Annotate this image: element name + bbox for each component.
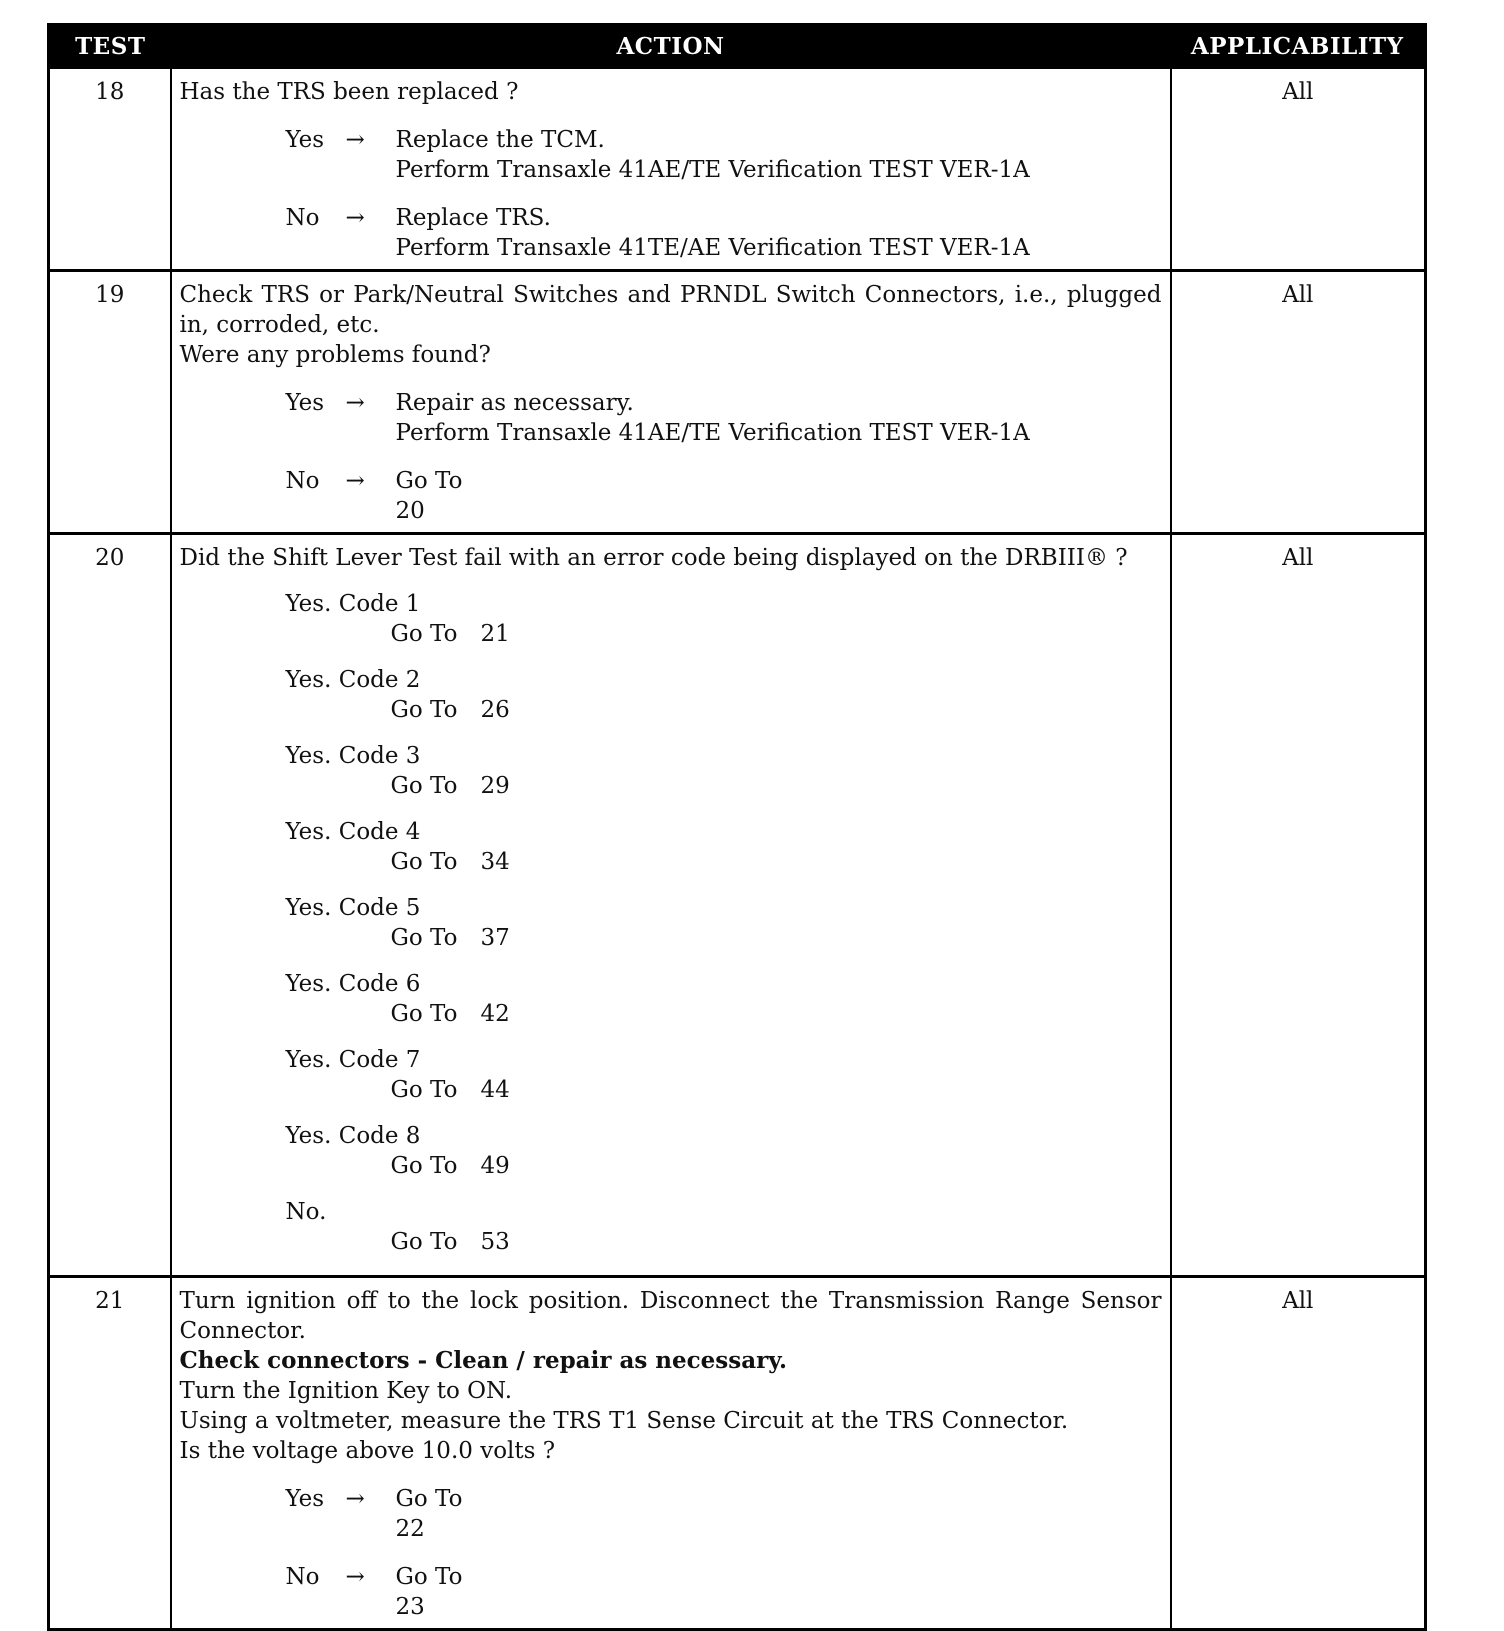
goto-label: Go To: [390, 925, 458, 951]
test-number: 19: [49, 271, 171, 534]
action-cell: [171, 68, 1171, 271]
table-row: [49, 534, 1426, 1277]
option-label: No: [285, 1564, 320, 1590]
no-option: [180, 203, 1162, 263]
test-number: 18: [49, 68, 171, 271]
goto-label: Go To: [390, 1077, 458, 1103]
table-row: [49, 68, 1426, 271]
code-label: Yes. Code 6: [285, 971, 421, 997]
question-text: Turn the Ignition Key to ON.: [179, 1378, 513, 1404]
code-option: [180, 969, 1162, 1029]
option-label: No: [285, 468, 320, 494]
test-number: 21: [49, 1277, 171, 1630]
code-label: Yes. Code 4: [285, 819, 421, 845]
code-option: [180, 1197, 1162, 1257]
goto-target: 21: [480, 621, 510, 647]
header-applicability: APPLICABILITY: [1171, 25, 1426, 68]
goto-target: 49: [480, 1153, 510, 1179]
goto-label: Go To: [390, 621, 458, 647]
goto-target: 42: [480, 1001, 510, 1027]
code-option: [180, 1121, 1162, 1181]
code-option: [180, 589, 1162, 649]
option-line: Perform Transaxle 41TE/AE Verification TEST VER-1A: [395, 235, 1030, 261]
question-text: Were any problems found?: [179, 342, 491, 368]
goto-label: Go To: [390, 1153, 458, 1179]
code-label: Yes. Code 2: [285, 667, 421, 693]
option-line: Replace the TCM.: [395, 127, 605, 153]
goto-label: Go To: [390, 1229, 458, 1255]
option-label: No: [285, 205, 320, 231]
code-option: [180, 665, 1162, 725]
goto-label: Go To: [390, 849, 458, 875]
bold-instruction: Check connectors - Clean / repair as necessary.: [179, 1347, 787, 1374]
yes-option: [180, 388, 1162, 448]
goto-target: 20: [395, 498, 425, 524]
question-text: Is the voltage above 10.0 volts ?: [179, 1438, 556, 1464]
goto-label: Go To: [390, 1001, 458, 1027]
goto-label: Go To: [395, 468, 463, 494]
question-text: Using a voltmeter, measure the TRS T1 Sense Circuit at the TRS Connector.: [179, 1408, 1069, 1434]
action-cell: [171, 1277, 1171, 1630]
table-row: [49, 1277, 1426, 1630]
goto-label: Go To: [390, 773, 458, 799]
arrow-icon: →: [345, 205, 365, 231]
table-row: [49, 271, 1426, 534]
header-action: ACTION: [171, 25, 1171, 68]
applicability-value: All: [1171, 68, 1426, 271]
option-line: Repair as necessary.: [395, 390, 634, 416]
arrow-icon: →: [345, 127, 365, 153]
goto-target: 26: [480, 697, 510, 723]
option-line: Perform Transaxle 41AE/TE Verification TEST VER-1A: [395, 420, 1030, 446]
yes-option: [180, 1484, 1162, 1544]
goto-label: Go To: [395, 1564, 463, 1590]
arrow-icon: →: [345, 390, 365, 416]
option-label: Yes: [285, 1486, 325, 1512]
applicability-value: All: [1171, 1277, 1426, 1630]
code-label: Yes. Code 7: [285, 1047, 421, 1073]
goto-label: Go To: [390, 697, 458, 723]
action-cell: [171, 271, 1171, 534]
code-option: [180, 817, 1162, 877]
header-test: TEST: [49, 25, 171, 68]
test-number: 20: [49, 534, 171, 1277]
diagnostic-test-table: [47, 23, 1427, 1631]
code-label: Yes. Code 3: [285, 743, 421, 769]
code-label: No.: [285, 1199, 327, 1225]
yes-option: [180, 125, 1162, 185]
question-text: Turn ignition off to the lock position. Disconnect the Transmission Range Sensor Connector.: [179, 1288, 1162, 1344]
goto-target: 29: [480, 773, 510, 799]
arrow-icon: →: [345, 1564, 365, 1590]
code-option: [180, 893, 1162, 953]
code-option: [180, 741, 1162, 801]
code-label: Yes. Code 5: [285, 895, 421, 921]
arrow-icon: →: [345, 1486, 365, 1512]
goto-label: Go To: [395, 1486, 463, 1512]
code-label: Yes. Code 1: [285, 591, 421, 617]
action-cell: [171, 534, 1171, 1277]
goto-target: 34: [480, 849, 510, 875]
option-line: Replace TRS.: [395, 205, 551, 231]
code-option: [180, 1045, 1162, 1105]
goto-target: 23: [395, 1594, 425, 1620]
goto-target: 22: [395, 1516, 425, 1542]
goto-target: 53: [480, 1229, 510, 1255]
no-option: [180, 1562, 1162, 1622]
arrow-icon: →: [345, 468, 365, 494]
question-text: Has the TRS been replaced ?: [179, 79, 519, 105]
question-text: Check TRS or Park/Neutral Switches and PRNDL Switch Connectors, i.e., plugged in, corroded, etc.: [179, 282, 1162, 338]
option-label: Yes: [285, 390, 325, 416]
question-text: Did the Shift Lever Test fail with an error code being displayed on the DRBIII® ?: [179, 545, 1128, 571]
option-label: Yes: [285, 127, 325, 153]
goto-target: 37: [480, 925, 510, 951]
no-option: [180, 466, 1162, 526]
table-header-row: [49, 25, 1426, 68]
applicability-value: All: [1171, 534, 1426, 1277]
option-line: Perform Transaxle 41AE/TE Verification TEST VER-1A: [395, 157, 1030, 183]
applicability-value: All: [1171, 271, 1426, 534]
goto-target: 44: [480, 1077, 510, 1103]
code-label: Yes. Code 8: [285, 1123, 421, 1149]
